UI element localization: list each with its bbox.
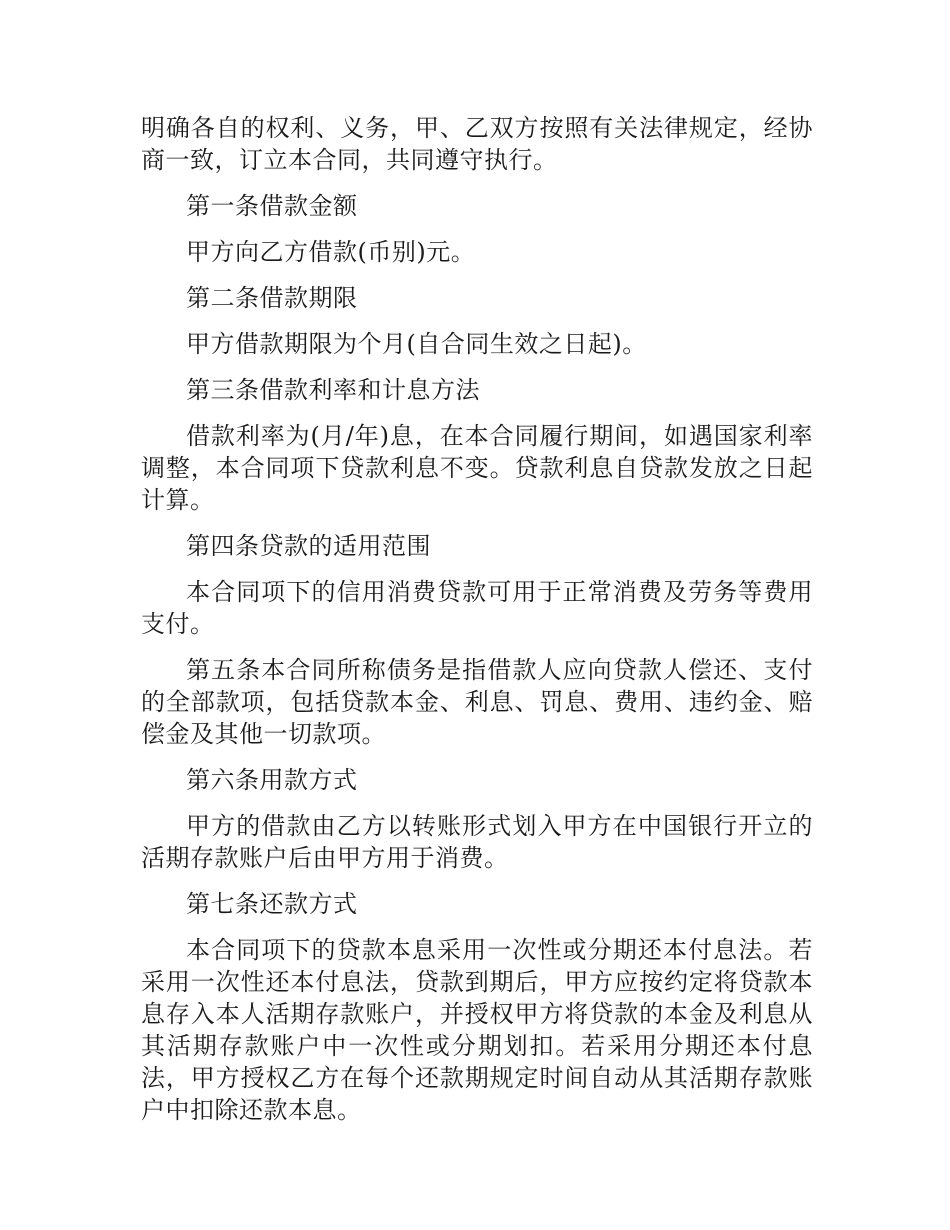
heading-article-4: 第四条贷款的适用范围 bbox=[186, 532, 431, 560]
heading-article-3: 第三条借款利率和计息方法 bbox=[186, 376, 480, 404]
paragraph-article-6: 甲方的借款由乙方以转账形式划入甲方在中国银行开立的活期存款账户后由甲方用于消费。 bbox=[141, 812, 813, 872]
paragraph-intro-continuation: 明确各自的权利、义务，甲、乙双方按照有关法律规定，经协商一致，订立本合同，共同遵守执行。 bbox=[141, 114, 813, 174]
paragraph-article-2: 甲方借款期限为个月(自合同生效之日起)。 bbox=[186, 330, 647, 358]
paragraph-article-4: 本合同项下的信用消费贷款可用于正常消费及劳务等费用支付。 bbox=[141, 578, 813, 638]
paragraph-article-1: 甲方向乙方借款(币别)元。 bbox=[186, 238, 476, 266]
document-body bbox=[141, 112, 813, 1140]
heading-article-6: 第六条用款方式 bbox=[186, 766, 358, 794]
heading-article-7: 第七条还款方式 bbox=[186, 890, 358, 918]
heading-article-1: 第一条借款金额 bbox=[186, 192, 358, 220]
paragraph-article-3: 借款利率为(月/年)息，在本合同履行期间，如遇国家利率调整，本合同项下贷款利息不变。贷款利息自贷款发放之日起计算。 bbox=[141, 422, 813, 514]
heading-article-2: 第二条借款期限 bbox=[186, 284, 358, 312]
paragraph-article-7: 本合同项下的贷款本息采用一次性或分期还本付息法。若采用一次性还本付息法，贷款到期后，甲方应按约定将贷款本息存入本人活期存款账户，并授权甲方将贷款的本金及利息从其活期存款账户中一次性或分期划扣。若采用分期还本付息法，甲方授权乙方在每个还款期规定时间自动从其活期存款账户中扣除还款本息。 bbox=[141, 936, 813, 1124]
paragraph-article-5: 第五条本合同所称债务是指借款人应向贷款人偿还、支付的全部款项，包括贷款本金、利息、罚息、费用、违约金、赔偿金及其他一切款项。 bbox=[141, 656, 813, 748]
